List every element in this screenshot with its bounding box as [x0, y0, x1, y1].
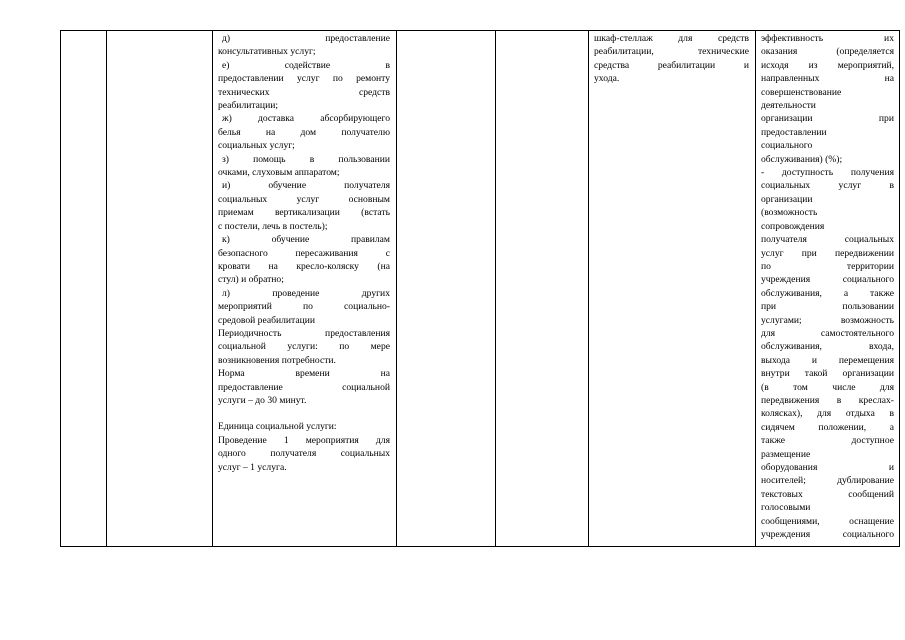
text-line: - доступность получения — [761, 167, 894, 179]
text-line: совершенствование — [761, 86, 842, 98]
text-line: социальной услуги: по мере — [218, 341, 390, 353]
text-line: предоставлении услуг по ремонту — [218, 73, 390, 85]
text-line: колясках), для отдыха в — [761, 408, 894, 420]
text-line: средовой реабилитации — [218, 314, 315, 326]
text-line: предоставлении — [761, 126, 827, 138]
text-line: сидячем положении, а — [761, 421, 894, 433]
text-line: текстовых сообщений — [761, 488, 894, 500]
text-line: услуг при передвижении — [761, 247, 894, 259]
text-line: организации при — [761, 113, 894, 125]
text-line — [218, 407, 390, 420]
text-line: кровати на кресло-коляску (на — [218, 260, 390, 272]
text-line: организации — [761, 193, 813, 205]
service-description-cell — [218, 32, 390, 474]
text-line: с постели, лечь в постель); — [218, 220, 328, 232]
text-line: социальных услуг основным — [218, 193, 390, 205]
text-line: очками, слуховым аппаратом; — [218, 167, 340, 179]
text-line: обслуживания, а также — [761, 287, 894, 299]
column-divider — [106, 31, 107, 546]
text-line: Единица социальной услуги: — [218, 421, 337, 433]
text-line: мероприятий по социально- — [218, 301, 390, 313]
text-line: при пользовании — [761, 301, 894, 313]
text-line: реабилитации, технические — [594, 46, 749, 58]
text-line: Норма времени на — [218, 368, 390, 380]
text-line: услугами; возможность — [761, 314, 894, 326]
text-line: сообщениями, оснащение — [761, 515, 894, 527]
quality-indicators-cell — [761, 32, 894, 541]
services-table — [60, 30, 900, 547]
text-line: социального — [761, 140, 813, 152]
text-line: социальных услуг в — [761, 180, 894, 192]
text-line: ж) доставка абсорбирующего — [222, 113, 390, 125]
text-line: сопровождения — [761, 220, 825, 232]
text-line: и) обучение получателя — [222, 180, 390, 192]
text-line: оказания (определяется — [761, 46, 894, 58]
equipment-cell — [594, 32, 749, 86]
text-line: шкаф-стеллаж для средств — [594, 33, 749, 44]
text-line: е) содействие в — [222, 59, 390, 71]
text-line: консультативных услуг; — [218, 46, 316, 58]
text-line: з) помощь в пользовании — [222, 153, 390, 165]
text-line: л) проведение других — [222, 287, 390, 299]
text-line: Периодичность предоставления — [218, 327, 390, 339]
text-line: эффективность их — [761, 33, 894, 44]
text-line: передвижения в креслах- — [761, 394, 894, 406]
text-line: также доступное — [761, 435, 894, 447]
text-line: для самостоятельного — [761, 327, 894, 339]
text-line: ухода. — [594, 73, 620, 85]
text-line: выхода и перемещения — [761, 354, 894, 366]
text-line: обслуживания) (%); — [761, 153, 843, 165]
text-line: услуги – до 30 минут. — [218, 394, 307, 406]
text-line: белья на дом получателю — [218, 126, 390, 138]
text-line: внутри такой организации — [761, 368, 894, 380]
text-line: возникновения потребности. — [218, 354, 336, 366]
text-line: учреждения социального — [761, 529, 894, 541]
text-line: направленных на — [761, 73, 894, 85]
text-line: услуг – 1 услуга. — [218, 461, 287, 473]
text-line: реабилитации; — [218, 100, 279, 112]
column-divider — [588, 31, 589, 546]
text-line: голосовыми — [761, 502, 811, 514]
column-divider — [495, 31, 496, 546]
text-line: исходя из мероприятий, — [761, 59, 894, 71]
text-line: (возможность — [761, 207, 818, 219]
text-line: приемам вертикализации (встать — [218, 207, 390, 219]
text-line: д) предоставление — [222, 33, 390, 44]
text-line: технических средств — [218, 86, 390, 98]
text-line: к) обучение правилам — [222, 234, 390, 246]
text-line: одного получателя социальных — [218, 448, 390, 460]
text-line: стул) и обратно; — [218, 274, 284, 286]
column-divider — [755, 31, 756, 546]
text-line: оборудования и — [761, 462, 894, 473]
text-line: получателя социальных — [761, 234, 894, 246]
text-line: предоставление социальной — [218, 381, 390, 393]
text-line: обслуживания, входа, — [761, 341, 894, 353]
text-line: Проведение 1 мероприятия для — [218, 434, 390, 446]
text-line: безопасного пересаживания с — [218, 247, 390, 259]
text-line: учреждения социального — [761, 274, 894, 286]
text-line: носителей; дублирование — [761, 475, 894, 487]
text-line: размещение — [761, 448, 811, 460]
text-line: средства реабилитации и — [594, 59, 749, 71]
text-line: деятельности — [761, 100, 816, 112]
text-line: социальных услуг; — [218, 140, 295, 152]
text-line: (в том числе для — [761, 381, 894, 393]
column-divider — [396, 31, 397, 546]
text-line: по территории — [761, 260, 894, 272]
column-divider — [212, 31, 213, 546]
